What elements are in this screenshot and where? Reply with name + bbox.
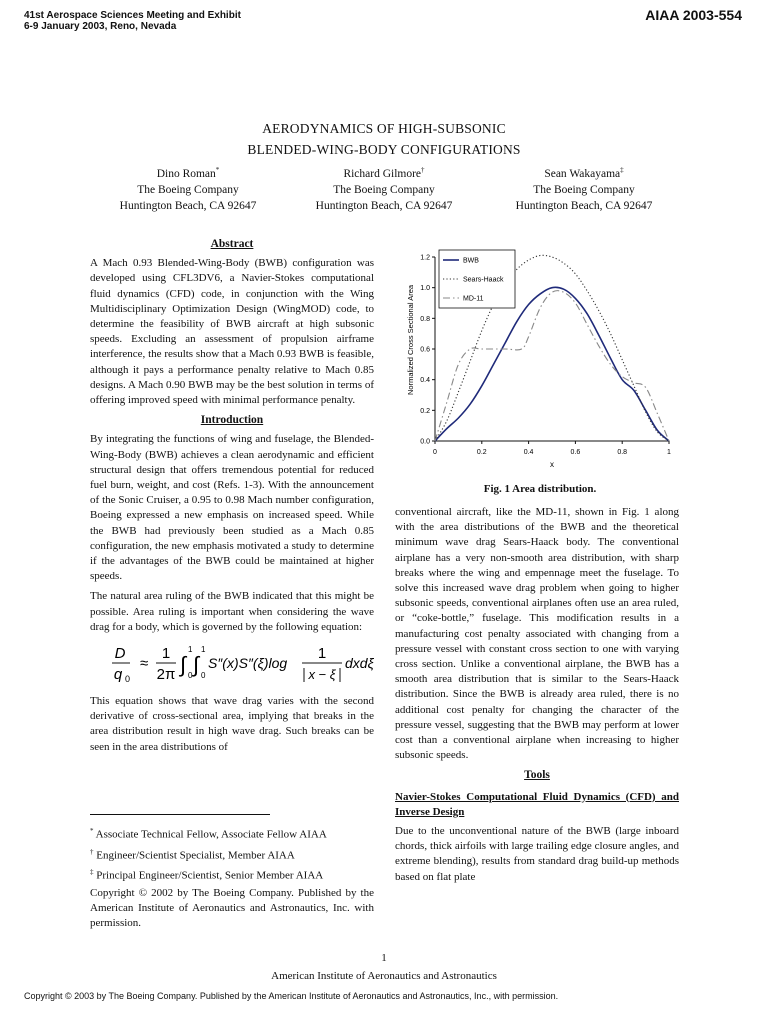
intro-paragraph-3: This equation shows that wave drag varies with the second derivative of cross-sectional area, implying that breaks in the area distribution result in high wave drag. Such breaks can be seen in the area distributions of [90, 695, 374, 753]
title-line1: AERODYNAMICS OF HIGH-SUBSONIC [262, 121, 506, 136]
author-address: Huntington Beach, CA 92647 [515, 199, 653, 212]
author-mark: * [215, 166, 220, 174]
paper-id: AIAA 2003-554 [645, 7, 742, 23]
figure-caption: Fig. 1 Area distribution. [483, 483, 597, 495]
footnote-mark: ‡ [90, 868, 94, 877]
author-block [88, 162, 288, 214]
conference-info [24, 10, 241, 32]
right-paragraph-2: Due to the unconventional nature of the BWB (large inboard chords, thick airfoils with large trailing edge closure angles, and extreme blending), results from standard drag build-up methods based on flat plate [395, 825, 679, 883]
page-number: 1 [381, 952, 387, 964]
footnote-mark: † [90, 847, 94, 856]
x-tick-label: 0.4 [523, 449, 534, 456]
eq-frac-den: 2π [156, 666, 176, 684]
x-tick-label: 0 [433, 449, 437, 456]
eq-log-den: x − ξ [308, 667, 336, 683]
right-column [395, 505, 679, 890]
y-tick-label: 0.4 [420, 377, 430, 385]
x-axis-label: x [550, 460, 554, 469]
footnote-text: Principal Engineer/Scientist, Senior Member AIAA [96, 869, 324, 882]
left-column [90, 233, 374, 760]
wave-drag-equation [90, 640, 374, 688]
svg-text:∫: ∫ [193, 652, 200, 678]
svg-text:∫: ∫ [180, 652, 187, 678]
x-tick-label: 1 [667, 449, 671, 456]
conference-line2: 6-9 January 2003, Reno, Nevada [24, 21, 177, 32]
y-tick-label: 0.8 [420, 315, 430, 323]
footnote-rule [90, 814, 270, 815]
footer-org: American Institute of Aeronautics and Astronautics [271, 970, 497, 982]
figure-area-distribution [395, 245, 685, 475]
author-address: Huntington Beach, CA 92647 [119, 199, 257, 212]
author-name: Dino Roman [156, 167, 216, 180]
eq-int-upper: 1 [188, 645, 193, 655]
equation-graphic [90, 640, 374, 688]
eq-lhs-sub: 0 [125, 674, 131, 685]
chart-legend [439, 250, 515, 308]
eq-lhs-num: D [114, 645, 126, 663]
right-paragraph-1: conventional aircraft, like the MD-11, shown in Fig. 1 along with the area distributions of the BWB and the theoretical minimum wave drag Sears-Haack body. The conventional airplane has a very non-smooth area distribution, with sharp breaks where the wing and empennage meet the fuselage. To solve this increased wave drag problem when going to higher subsonic speeds, conventional airplanes often use an area ruled, or “coke-bottle,” fuselage. This modification results in a manufacturing cost penalty associated with changing from a pressure vessel with constant cross section to one with varying cross section. Unlike a conventional airplane, the BWB has a smooth area distribution that is similar to the Sears-Haack distribution. Since the BWB is already area ruled, there is no additional cost penalty for changing the character of the pressure vessel, suggesting that the BWB may perform at lower cost than a conventional airplane when increasing to higher subsonic speeds. [395, 506, 679, 762]
footer-copyright: Copyright © 2003 by The Boeing Company. Published by the American Institute of Aeronautics and Astronautics, Inc., with permission. [24, 991, 559, 1001]
footnotes [90, 824, 374, 933]
footnote-text: Engineer/Scientist Specialist, Member AIAA [96, 849, 295, 862]
series-md-11-line [435, 291, 669, 441]
legend-label-bwb: BWB [463, 257, 479, 265]
abstract-text: A Mach 0.93 Blended-Wing-Body (BWB) configuration was developed using CFL3DV6, a Navier-Stokes computational fluid dynamics (CFD) code, in conjunction with the Wing Multidisciplinary Optimization Design (WingMOD) code, to determine the feasibility of BWB aircraft at high subsonic speeds. Excluding an assessment of propulsion airframe interference, the results show that a Mach 0.93 BWB is feasible, although it pays a performance penalty relative to Mach 0.85 designs. A Mach 0.90 BWB may be the best solution in terms of offering improved speed with minimal performance penalty. [90, 257, 374, 407]
eq-lhs-den: q [113, 666, 123, 684]
copyright-note: Copyright © 2002 by The Boeing Company. Published by the American Institute of Aeronautics and Astronautics, Inc. with permission. [90, 886, 374, 929]
eq-int-lower: 0 [188, 671, 193, 681]
x-tick-label: 0.2 [476, 449, 487, 456]
introduction-heading: Introduction [200, 414, 264, 427]
intro-paragraph-1: By integrating the functions of wing and fuselage, the Blended-Wing-Body (BWB) achieves a clean aerodynamic and efficient structural design that offers tremendous potential for reduced fuel burn, weight, and cost (Refs. 1-3). With the announcement of the Sonic Cruiser, a 0.95 to 0.98 Mach number configuration, Boeing expressed a new emphasis on increased speed. While the BWB had previously been studied as a Mach 0.85 configuration, the new emphasis motivated a study to determine if the advantages of the BWB could be maintained at higher speeds. [90, 433, 374, 583]
eq-int-lower: 0 [201, 671, 206, 681]
conference-line1: 41st Aerospace Sciences Meeting and Exhibit [24, 10, 241, 21]
footnote-mark: * [90, 827, 94, 835]
eq-approx: ≈ [140, 655, 149, 673]
author-company: The Boeing Company [137, 183, 239, 196]
cfd-heading: Navier-Stokes Computational Fluid Dynamics (CFD) and Inverse Design [395, 790, 679, 818]
y-tick-label: 1.0 [420, 285, 430, 293]
author-block [484, 162, 684, 214]
title-line2: BLENDED-WING-BODY CONFIGURATIONS [247, 142, 521, 157]
tools-heading: Tools [524, 769, 550, 782]
abstract-heading: Abstract [210, 238, 254, 250]
area-distribution-chart [395, 245, 685, 475]
eq-tail: dxdξ [345, 655, 374, 672]
series-bwb-line [435, 287, 669, 441]
eq-frac-num: 1 [161, 645, 171, 663]
author-mark: † [421, 166, 425, 174]
intro-paragraph-2: The natural area ruling of the BWB indicated that this might be possible. Area ruling is important when considering the wave drag for a body, which is governed by the following equation: [90, 590, 374, 633]
legend-label-md-11: MD-11 [463, 295, 484, 303]
x-tick-label: 0.6 [570, 449, 581, 456]
author-name: Richard Gilmore [343, 167, 422, 180]
paper-title [0, 118, 768, 160]
author-block [284, 162, 484, 214]
x-tick-label: 0.8 [617, 449, 628, 456]
author-name: Sean Wakayama [544, 167, 621, 180]
author-company: The Boeing Company [333, 183, 435, 196]
author-address: Huntington Beach, CA 92647 [315, 199, 453, 212]
legend-label-sears-haack: Sears-Haack [463, 276, 504, 284]
author-company: The Boeing Company [533, 183, 635, 196]
y-tick-label: 1.2 [420, 254, 430, 262]
y-tick-label: 0.2 [420, 407, 430, 415]
author-mark: ‡ [620, 166, 624, 174]
eq-log-num: 1 [317, 645, 327, 663]
y-tick-label: 0.6 [420, 346, 430, 354]
y-tick-label: 0.0 [420, 438, 430, 446]
y-axis-label: Normalized Cross Sectional Area [406, 284, 415, 396]
footnote-text: Associate Technical Fellow, Associate Fellow AIAA [95, 828, 327, 841]
eq-integrand: S″(x)S″(ξ)log [208, 655, 288, 672]
eq-int-upper: 1 [201, 645, 206, 655]
